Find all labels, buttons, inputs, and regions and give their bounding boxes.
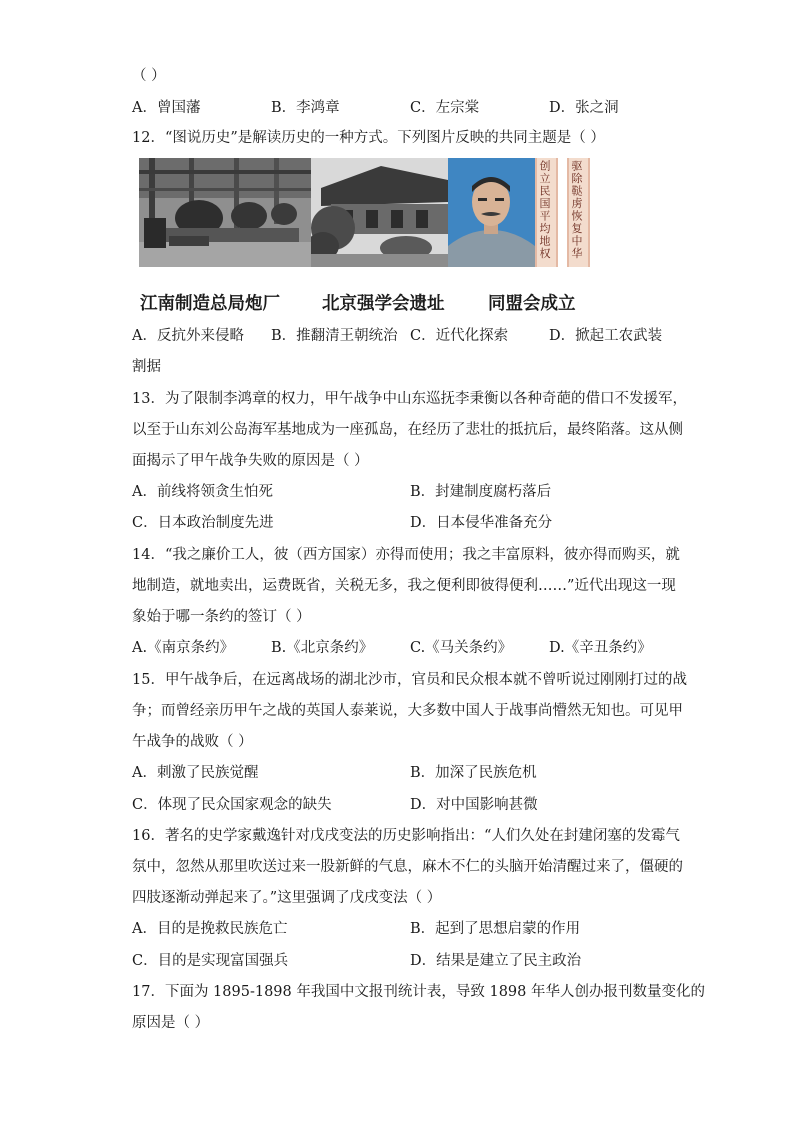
banner-text-2: 驱除鞑虏恢复中华 — [570, 160, 583, 260]
q12-option-c[interactable]: C．近代化探索 — [410, 328, 509, 344]
q12-option-d-wrap: 割据 — [132, 359, 161, 375]
q15-stem-line-3: 午战争的战败（ ） — [132, 734, 253, 750]
q11-option-b[interactable]: B．李鸿章 — [271, 100, 340, 116]
caption-factory: 江南制造总局炮厂 — [140, 294, 280, 314]
q16-stem-line-2: 氛中，忽然从那里吹送过来一股新鲜的气息，麻木不仁的头脑开始清醒过来了，僵硬的 — [132, 859, 683, 875]
q12-option-a[interactable]: A．反抗外来侵略 — [132, 328, 244, 344]
q12-stem: 12．“图说历史”是解读历史的一种方式。下列图片反映的共同主题是（ ） — [132, 130, 605, 146]
q12-option-d[interactable]: D．掀起工农武装 — [549, 328, 663, 344]
q14-option-d[interactable]: D.《辛丑条约》 — [549, 640, 652, 656]
q14-stem-line-1: 14．“我之廉价工人，彼（西方国家）亦得而使用；我之丰富原料，彼亦得而购买，就 — [132, 547, 680, 563]
q11-option-a[interactable]: A．曾国藩 — [132, 100, 201, 116]
q16-stem-line-3: 四肢逐渐动弹起来了。”这里强调了戊戌变法（ ） — [132, 890, 442, 906]
q15-option-a[interactable]: A．刺激了民族觉醒 — [132, 765, 259, 781]
q14-stem-line-3: 象始于哪一条约的签订（ ） — [132, 609, 311, 625]
q11-option-c[interactable]: C．左宗棠 — [410, 100, 480, 116]
q15-option-d[interactable]: D．对中国影响甚微 — [410, 797, 538, 813]
q14-stem-line-2: 地制造，就地卖出，运费既省，关税无多，我之便利即彼得便利……”近代出现这一现 — [132, 578, 676, 594]
q17-stem-line-1: 17．下面为 1895-1898 年我国中文报刊统计表，导致 1898 年华人创办报刊数量变化的 — [132, 984, 705, 1000]
q15-stem-line-1: 15．甲午战争后，在远离战场的湖北沙市，官员和民众根本就不曾听说过刚刚打过的战 — [132, 672, 687, 688]
q16-option-d[interactable]: D．结果是建立了民主政治 — [410, 953, 582, 969]
q13-stem-line-1: 13．为了限制李鸿章的权力，甲午战争中山东巡抚李秉衡以各种奇葩的借口不发援军， — [132, 391, 687, 407]
q14-option-c[interactable]: C.《马关条约》 — [410, 640, 513, 656]
q11-stem-tail: （ ） — [132, 68, 166, 84]
q15-option-c[interactable]: C．体现了民众国家观念的缺失 — [132, 797, 332, 813]
q14-option-b[interactable]: B.《北京条约》 — [271, 640, 374, 656]
banner-scroll-2 — [567, 158, 590, 267]
q15-stem-line-2: 争；而曾经亲历甲午之战的英国人泰莱说，大多数中国人于战事尚懵然无知也。可见甲 — [132, 703, 683, 719]
banner-scroll-1 — [535, 158, 558, 267]
q13-option-b[interactable]: B．封建制度腐朽落后 — [410, 484, 552, 500]
q12-option-b[interactable]: B．推翻清王朝统治 — [271, 328, 398, 344]
q13-option-a[interactable]: A．前线将领贪生怕死 — [132, 484, 273, 500]
q15-option-b[interactable]: B．加深了民族危机 — [410, 765, 537, 781]
q13-stem-line-3: 面揭示了甲午战争失败的原因是（ ） — [132, 453, 369, 469]
banner-text-1: 创立民国平均地权 — [538, 160, 551, 260]
q16-option-a[interactable]: A．目的是挽救民族危亡 — [132, 921, 288, 937]
caption-tongmenghui: 同盟会成立 — [488, 294, 576, 314]
q11-option-d[interactable]: D．张之洞 — [549, 100, 619, 116]
factory-photo — [139, 158, 311, 267]
q16-stem-line-1: 16．著名的史学家戴逸针对戊戌变法的历史影响指出：“人们久处在封建闭塞的发霉气 — [132, 828, 680, 844]
q13-option-c[interactable]: C．日本政治制度先进 — [132, 515, 274, 531]
q16-option-b[interactable]: B．起到了思想启蒙的作用 — [410, 921, 581, 937]
q13-stem-line-2: 以至于山东刘公岛海军基地成为一座孤岛，在经历了悲壮的抵抗后，最终陷落。这从侧 — [132, 422, 683, 438]
qiangxuehui-site-photo — [311, 158, 448, 267]
q17-stem-line-2: 原因是（ ） — [132, 1015, 210, 1031]
q14-option-a[interactable]: A.《南京条约》 — [132, 640, 235, 656]
caption-qiangxuehui: 北京强学会遗址 — [322, 294, 445, 314]
q13-option-d[interactable]: D．日本侵华准备充分 — [410, 515, 553, 531]
sun-yat-sen-portrait — [448, 158, 535, 267]
q16-option-c[interactable]: C．目的是实现富国强兵 — [132, 953, 289, 969]
